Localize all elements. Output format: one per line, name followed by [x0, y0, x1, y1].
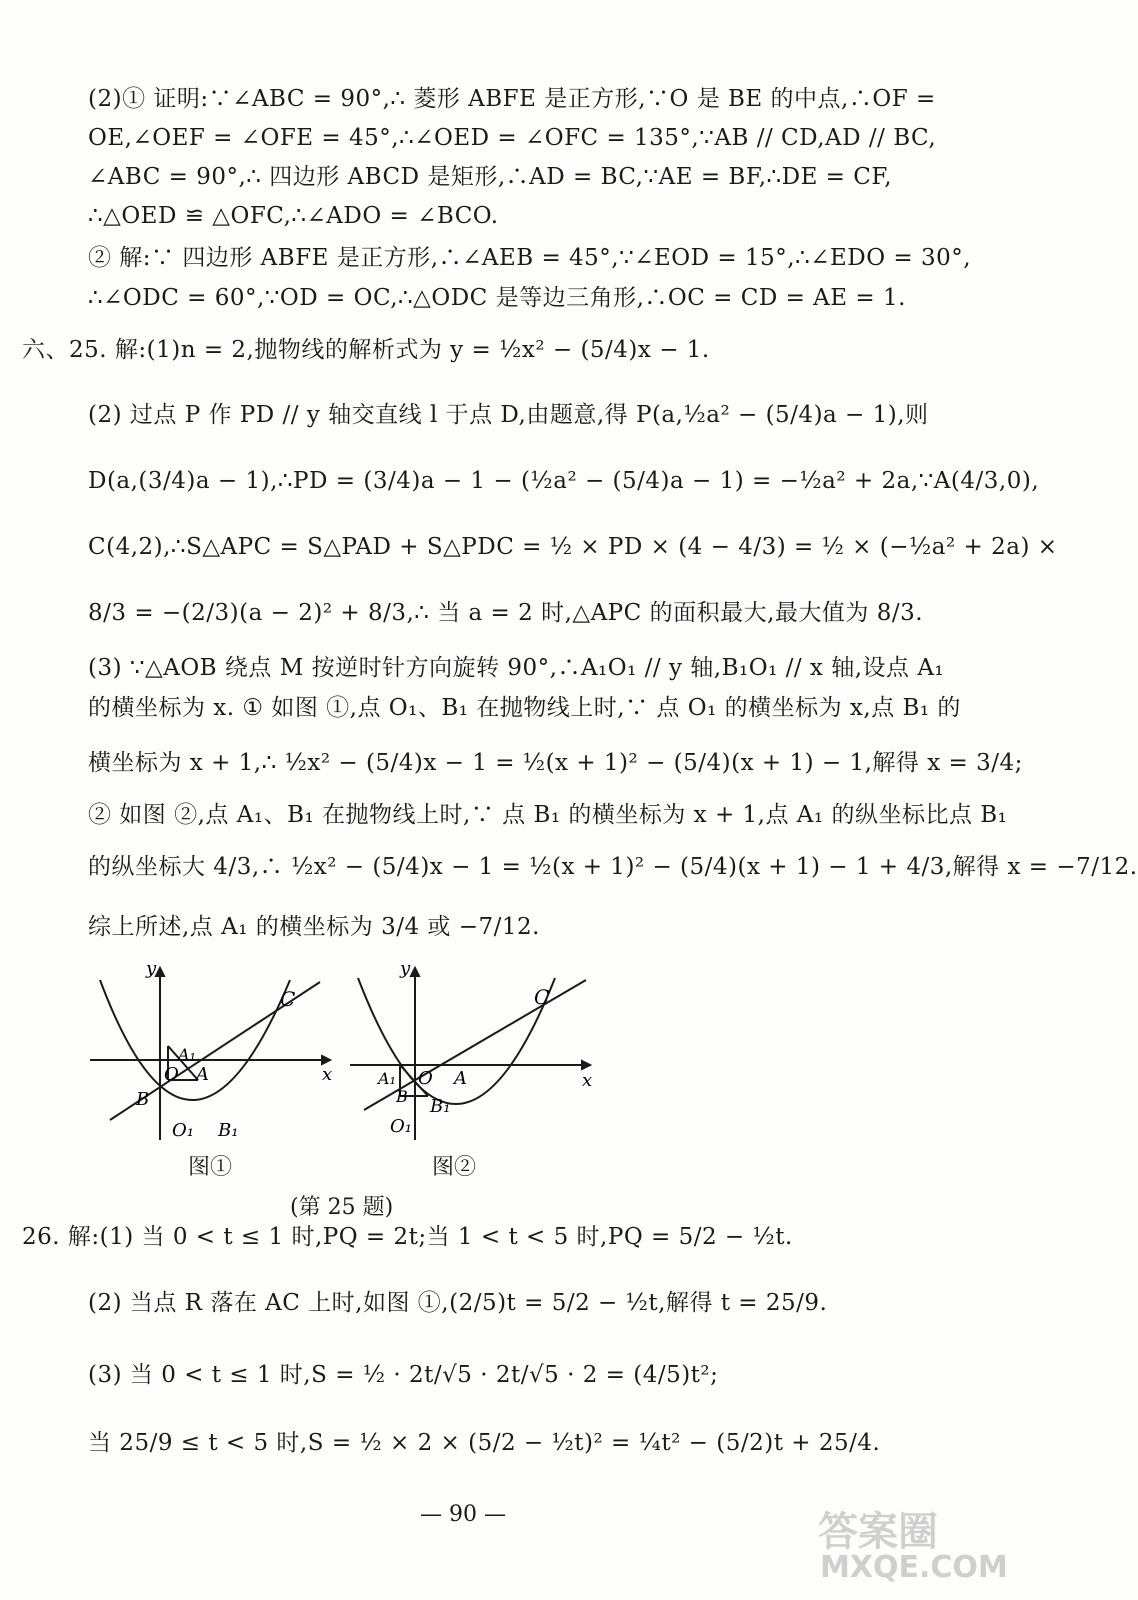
text-line-6: ∴∠ODC = 60°,∵OD = OC,∴△ODC 是等边三角形,∴OC = CD = AE = 1. [88, 285, 906, 311]
point-o1-label: O₁ [390, 1116, 412, 1137]
text-line-8: (2) 过点 P 作 PD // y 轴交直线 l 于点 D,由题意,得 P(a,½a² − (5/4)a − 1),则 [88, 402, 929, 428]
figure-2-caption: 图② [432, 1155, 477, 1180]
text-line-2: OE,∠OEF = ∠OFE = 45°,∴∠OED = ∠OFC = 135°,∵AB // CD,AD // BC, [88, 125, 937, 151]
question-25-part-1: 六、25. 解:(1)n = 2,抛物线的解析式为 y = ½x² − (5/4)x − 1. [22, 337, 710, 363]
page-number: — 90 — [420, 1502, 506, 1527]
point-b1-label: B₁ [430, 1096, 451, 1117]
figure-1-caption: 图① [188, 1155, 233, 1180]
point-c-label: C [280, 987, 296, 1011]
point-a-label: A [196, 1064, 209, 1085]
figure-1-graph [90, 960, 340, 1150]
point-a1-label: A₁ [378, 1069, 396, 1088]
point-b1-label: B₁ [218, 1120, 239, 1141]
text-line-3: ∠ABC = 90°,∴ 四边形 ABCD 是矩形,∴AD = BC,∵AE = BF,∴DE = CF, [88, 164, 893, 190]
parabola-curve [100, 980, 290, 1100]
y-label: y [400, 958, 411, 979]
point-c-label: C [534, 985, 550, 1009]
y-axis-arrow [411, 968, 419, 976]
text-line-4: ∴△OED ≌ △OFC,∴∠ADO = ∠BCO. [88, 203, 499, 229]
text-line-5: ② 解:∵ 四边形 ABFE 是正方形,∴∠AEB = 45°,∵∠EOD = 15°,∴∠EDO = 30°, [88, 245, 972, 271]
watermark-logo: 答案圈 [818, 1509, 938, 1555]
point-b-label: B [396, 1087, 408, 1106]
x-label: x [322, 1064, 333, 1085]
point-o1-label: O₁ [172, 1120, 194, 1141]
x-axis-arrow [582, 1061, 590, 1069]
text-line-11: 8/3 = −(2/3)(a − 2)² + 8/3,∴ 当 a = 2 时,△APC 的面积最大,最大值为 8/3. [88, 600, 924, 626]
text-line-16: 的纵坐标大 4/3,∴ ½x² − (5/4)x − 1 = ½(x + 1)² − (5/4)(x + 1) − 1 + 4/3,解得 x = −7/12. [88, 854, 1138, 880]
text-line-15: ② 如图 ②,点 A₁、B₁ 在抛物线上时,∵ 点 B₁ 的横坐标为 x + 1,点 A₁ 的纵坐标比点 B₁ [88, 802, 1008, 828]
text-line-1: (2)① 证明:∵∠ABC = 90°,∴ 菱形 ABFE 是正方形,∵O 是 BE 的中点,∴OF = [88, 86, 936, 112]
question-26-part-1: 26. 解:(1) 当 0 < t ≤ 1 时,PQ = 2t;当 1 < t < 5 时,PQ = 5/2 − ½t. [22, 1224, 793, 1250]
point-o-label: O [418, 1068, 433, 1089]
figure-group-caption: (第 25 题) [290, 1195, 394, 1220]
text-line-21: 当 25/9 ≤ t < 5 时,S = ½ × 2 × (5/2 − ½t)² = ¼t² − (5/2)t + 25/4. [88, 1430, 881, 1456]
text-line-19: (2) 当点 R 落在 AC 上时,如图 ①,(2/5)t = 5/2 − ½t,解得 t = 25/9. [88, 1290, 828, 1316]
point-a1-label: A₁ [178, 1045, 196, 1064]
point-a-label: A [454, 1068, 467, 1089]
x-label: x [582, 1070, 593, 1091]
y-label: y [146, 958, 157, 979]
text-line-13: 的横坐标为 x. ① 如图 ①,点 O₁、B₁ 在抛物线上时,∵ 点 O₁ 的横坐标为 x,点 B₁ 的 [88, 695, 961, 721]
text-line-20: (3) 当 0 < t ≤ 1 时,S = ½ · 2t/√5 · 2t/√5 · 2 = (4/5)t²; [88, 1362, 719, 1388]
text-line-10: C(4,2),∴S△APC = S△PAD + S△PDC = ½ × PD × (4 − 4/3) = ½ × (−½a² + 2a) × [88, 534, 1058, 560]
point-o-label: O [164, 1064, 179, 1085]
x-axis-arrow [322, 1056, 330, 1064]
text-line-14: 横坐标为 x + 1,∴ ½x² − (5/4)x − 1 = ½(x + 1)² − (5/4)(x + 1) − 1,解得 x = 3/4; [88, 750, 1023, 776]
text-line-17: 综上所述,点 A₁ 的横坐标为 3/4 或 −7/12. [88, 914, 540, 940]
figure-2-graph [350, 960, 600, 1150]
point-b-label: B [136, 1089, 150, 1110]
text-line-9: D(a,(3/4)a − 1),∴PD = (3/4)a − 1 − (½a² − (5/4)a − 1) = −½a² + 2a,∵A(4/3,0), [88, 468, 1040, 494]
y-axis-arrow [156, 968, 164, 976]
watermark-site: MXQE.COM [820, 1550, 1008, 1585]
text-line-12: (3) ∵△AOB 绕点 M 按逆时针方向旋转 90°,∴A₁O₁ // y 轴,B₁O₁ // x 轴,设点 A₁ [88, 655, 945, 681]
